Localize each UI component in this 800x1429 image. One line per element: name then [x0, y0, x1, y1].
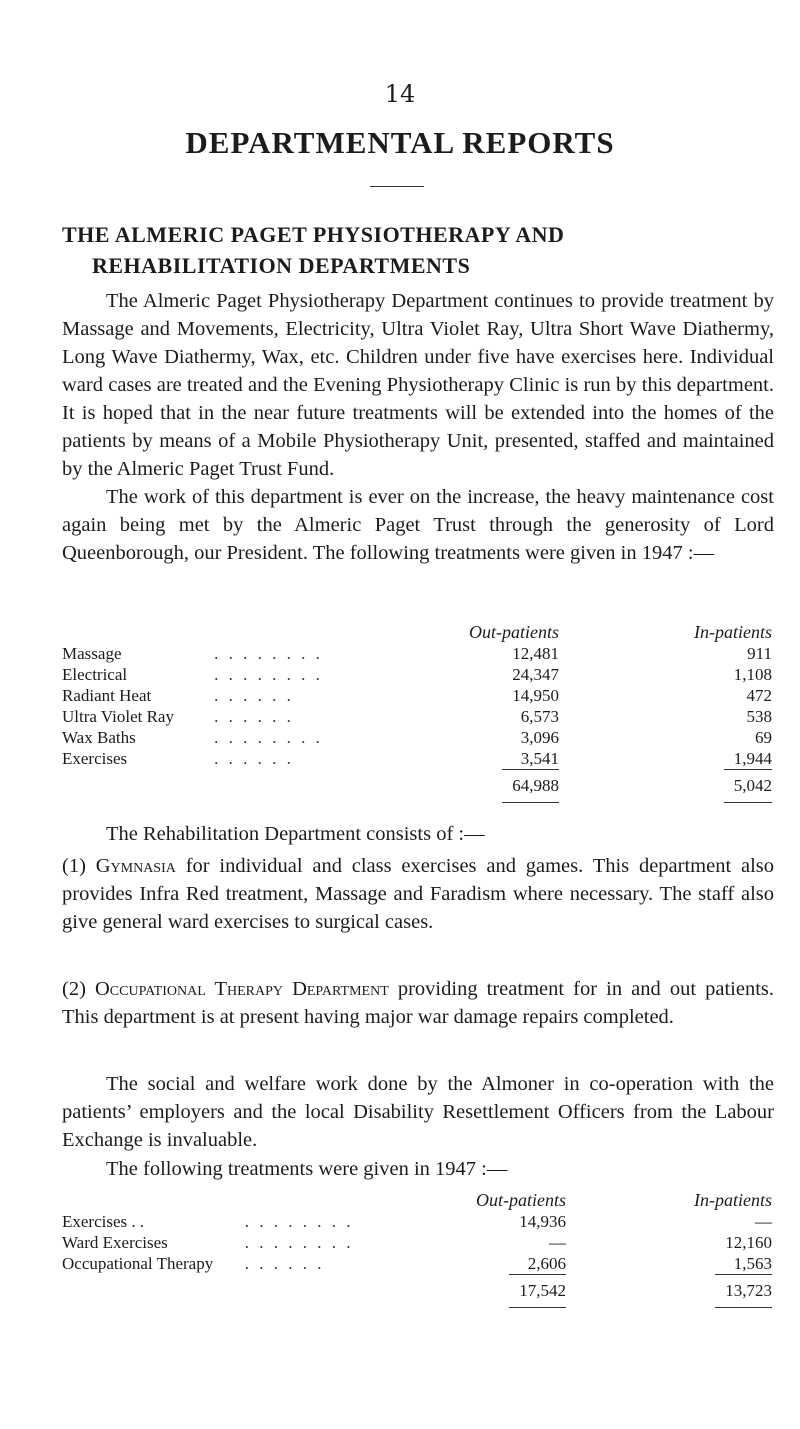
out-patients-value: 12,481	[512, 643, 559, 663]
row-label: Exercises	[62, 748, 128, 768]
paragraph-text: The social and welfare work done by the Almoner in co-operation with the patients’ employers and the local Disability Resettlement Officers from the Labour Exchange is invaluable.	[62, 1073, 774, 1151]
row-label: Ward Exercises	[62, 1232, 168, 1252]
in-patients-total: 13,723	[715, 1274, 772, 1308]
out-patients-total: 17,542	[509, 1274, 566, 1308]
table-total-row	[62, 769, 772, 803]
leader-dots: . . . . . .	[214, 748, 294, 768]
in-patients-total: 5,042	[724, 769, 772, 803]
leader-dots: . . . . . . . .	[214, 664, 323, 684]
table-row	[62, 1253, 772, 1274]
in-patients-value: —	[755, 1211, 772, 1231]
list-heading: Occupational Therapy Department	[95, 978, 389, 1000]
paragraph-intro	[62, 287, 774, 567]
leader-dots: . . . . . .	[214, 706, 294, 726]
column-header-out-patients: Out-patients	[476, 1190, 567, 1210]
out-patients-total: 64,988	[502, 769, 559, 803]
in-patients-value: 472	[746, 685, 772, 705]
in-patients-value: 538	[746, 706, 772, 726]
table-row	[62, 727, 772, 748]
leader-dots: . . . . . .	[244, 1253, 325, 1273]
paragraph-following	[62, 1155, 774, 1183]
section-heading-line-1: THE ALMERIC PAGET PHYSIOTHERAPY AND	[62, 222, 565, 247]
table-header-row	[62, 1190, 772, 1211]
out-patients-value: 6,573	[520, 706, 559, 726]
paragraph-text: The work of this department is ever on the increase, the heavy maintenance cost again being met by the Almeric Paget Trust through the generosity of Lord Queenborough, our President. The following treatments were given in 1947 :—	[62, 486, 774, 564]
physiotherapy-treatments-table	[62, 622, 772, 803]
out-patients-value: 2,606	[527, 1253, 567, 1273]
row-label: Occupational Therapy	[62, 1253, 214, 1273]
row-label: Exercises . .	[62, 1211, 145, 1231]
paragraph-text: The Almeric Paget Physiotherapy Department continues to provide treatment by Massage and Movements, Electricity, Ultra Violet Ray, Ultra Short Wave Diathermy, Long Wave Diathermy, Wax, etc. Children under five have exercises here. Individual ward cases are treated and the Evening Physiotherapy Clinic is run by this department. It is hoped that in the near future treatments will be extended into the homes of the patients by means of a Mobile Physiotherapy Unit, presented, staffed and maintained by the Almeric Paget Trust Fund.	[62, 290, 774, 480]
row-label: Wax Baths	[62, 727, 136, 747]
out-patients-value: 3,096	[520, 727, 559, 747]
rehabilitation-treatments-table	[62, 1190, 772, 1308]
table-row	[62, 685, 772, 706]
leader-dots: . . . . . . . .	[244, 1232, 354, 1252]
table-row	[62, 748, 772, 769]
list-text: for individual and class exercises and games. This department also provides Infra Red treatment, Massage and Faradism where necessary. The staff also give general ward exercises to surgical cases.	[62, 855, 774, 933]
paragraph-text: The Rehabilitation Department consists of :—	[106, 823, 485, 845]
paragraph-social-welfare	[62, 1070, 774, 1154]
list-item-gymnasia	[62, 852, 774, 936]
title-divider	[370, 186, 424, 187]
table-row	[62, 643, 772, 664]
leader-dots: . . . . . . . .	[244, 1211, 354, 1231]
leader-dots: . . . . . .	[214, 685, 294, 705]
table-row	[62, 664, 772, 685]
out-patients-value: 14,936	[519, 1211, 567, 1231]
page-number: 14	[384, 80, 416, 108]
in-patients-value: 1,563	[733, 1253, 772, 1273]
row-label: Electrical	[62, 664, 128, 684]
column-header-in-patients: In-patients	[694, 1190, 772, 1210]
in-patients-value: 1,944	[733, 748, 772, 768]
table-row	[62, 706, 772, 727]
paragraph-text: The following treatments were given in 1947 :—	[106, 1158, 508, 1180]
leader-dots: . . . . . . . .	[214, 643, 323, 663]
list-text: providing treatment for in and out patients. This department is at present having major war damage repairs completed.	[62, 978, 775, 1028]
in-patients-value: 12,160	[725, 1232, 772, 1252]
list-heading: Gymnasia	[95, 855, 176, 877]
paragraph-rehabilitation	[62, 820, 774, 848]
in-patients-value: 1,108	[733, 664, 772, 684]
list-number: (2)	[62, 978, 86, 1000]
table-row	[62, 1232, 772, 1253]
row-label: Ultra Violet Ray	[62, 706, 174, 726]
table-row	[62, 1211, 772, 1232]
section-heading-line-2: REHABILITATION DEPARTMENTS	[92, 253, 471, 278]
column-header-out-patients: Out-patients	[468, 622, 559, 642]
row-label: Radiant Heat	[62, 685, 152, 705]
column-header-in-patients: In-patients	[694, 622, 772, 642]
out-patients-value: 14,950	[512, 685, 559, 705]
row-label: Massage	[62, 643, 122, 663]
out-patients-value: 24,347	[512, 664, 559, 684]
table-total-row	[62, 1274, 772, 1308]
list-number: (1)	[62, 855, 86, 877]
in-patients-value: 69	[755, 727, 772, 747]
out-patients-value: 3,541	[520, 748, 559, 768]
page-title: DEPARTMENTAL REPORTS	[185, 125, 615, 160]
out-patients-value: —	[549, 1232, 567, 1252]
table-header-row	[62, 622, 772, 643]
list-item-occupational-therapy	[62, 975, 774, 1031]
leader-dots: . . . . . . . .	[214, 727, 323, 747]
in-patients-value: 911	[747, 643, 772, 663]
